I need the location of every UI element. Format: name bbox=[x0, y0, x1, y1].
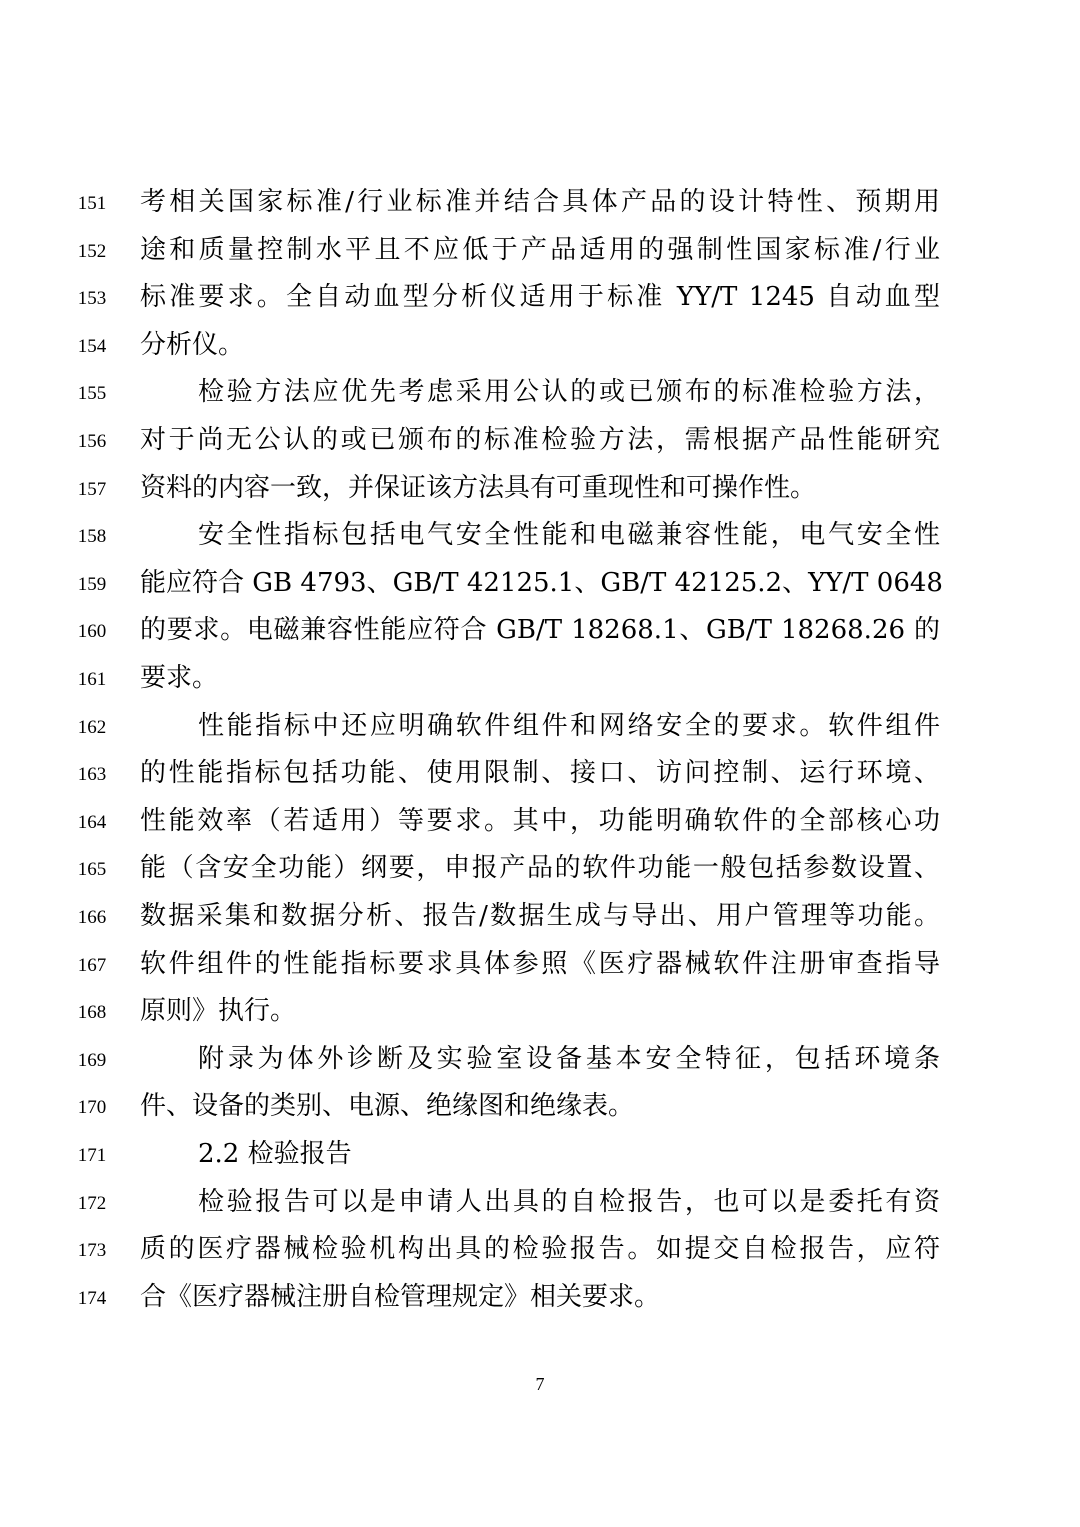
line-text: 对于尚无公认的或已颁布的标准检验方法，需根据产品性能研究 bbox=[140, 425, 940, 455]
text-line bbox=[0, 275, 1080, 323]
line-number: 155 bbox=[77, 383, 107, 405]
line-text: 检验报告可以是申请人出具的自检报告，也可以是委托有资 bbox=[198, 1186, 940, 1217]
line-text: 原则》执行。 bbox=[140, 996, 297, 1027]
line-text: 件、设备的类别、电源、绝缘图和绝缘表。 bbox=[140, 1091, 635, 1122]
line-number: 165 bbox=[77, 859, 107, 881]
line-text: 考相关国家标准/行业标准并结合具体产品的设计特性、预期用 bbox=[140, 187, 940, 217]
text-line bbox=[0, 418, 1080, 466]
line-number: 174 bbox=[77, 1287, 107, 1309]
text-line bbox=[0, 799, 1080, 847]
line-text: 质的医疗器械检验机构出具的检验报告。如提交自检报告，应符 bbox=[140, 1234, 940, 1265]
line-number: 153 bbox=[77, 288, 107, 310]
text-line bbox=[0, 1227, 1080, 1275]
line-text: 途和质量控制水平且不应低于产品适用的强制性国家标准/行业 bbox=[140, 234, 940, 265]
text-line bbox=[0, 989, 1080, 1037]
text-line bbox=[0, 894, 1080, 942]
line-number: 154 bbox=[77, 335, 107, 357]
line-number: 162 bbox=[77, 716, 107, 738]
text-line bbox=[0, 704, 1080, 752]
line-text: 性能效率（若适用）等要求。其中，功能明确软件的全部核心功 bbox=[140, 805, 940, 836]
line-number: 160 bbox=[77, 621, 107, 643]
line-text: 的要求。电磁兼容性能应符合 GB/T 18268.1、GB/T 18268.26 的 bbox=[140, 615, 940, 646]
line-number: 163 bbox=[77, 764, 107, 786]
text-line bbox=[0, 1132, 1080, 1180]
line-number: 152 bbox=[77, 240, 107, 262]
line-number: 159 bbox=[77, 573, 107, 595]
line-text: 软件组件的性能指标要求具体参照《医疗器械软件注册审查指导 bbox=[140, 948, 940, 979]
line-text: 2.2 检验报告 bbox=[198, 1139, 352, 1169]
text-line bbox=[0, 751, 1080, 799]
line-number: 157 bbox=[77, 478, 107, 500]
line-number: 167 bbox=[77, 954, 107, 976]
line-text: 合《医疗器械注册自检管理规定》相关要求。 bbox=[140, 1281, 661, 1312]
text-line bbox=[0, 1275, 1080, 1323]
text-line bbox=[0, 1037, 1080, 1085]
line-number: 172 bbox=[77, 1192, 107, 1214]
line-number: 166 bbox=[77, 907, 107, 928]
line-text: 检验方法应优先考虑采用公认的或已颁布的标准检验方法， bbox=[198, 377, 940, 408]
line-number: 173 bbox=[77, 1240, 107, 1262]
line-text: 数据采集和数据分析、报告/数据生成与导出、用户管理等功能。 bbox=[140, 901, 940, 931]
line-text: 安全性指标包括电气安全性能和电磁兼容性能，电气安全性 bbox=[198, 520, 940, 551]
line-number: 168 bbox=[77, 1002, 107, 1024]
line-text: 性能指标中还应明确软件组件和网络安全的要求。软件组件 bbox=[198, 710, 940, 741]
text-line bbox=[0, 1084, 1080, 1132]
text-line bbox=[0, 466, 1080, 514]
line-number: 158 bbox=[77, 526, 107, 548]
line-text: 分析仪。 bbox=[140, 329, 245, 360]
text-line bbox=[0, 1180, 1080, 1228]
line-text: 资料的内容一致，并保证该方法具有可重现性和可操作性。 bbox=[140, 472, 817, 503]
text-line bbox=[0, 608, 1080, 656]
line-text: 能（含安全功能）纲要，申报产品的软件功能一般包括参数设置、 bbox=[140, 853, 940, 884]
line-number: 171 bbox=[77, 1145, 107, 1166]
line-number: 170 bbox=[77, 1097, 107, 1119]
line-text: 要求。 bbox=[140, 663, 219, 693]
line-number: 169 bbox=[77, 1049, 107, 1071]
text-line bbox=[0, 513, 1080, 561]
text-line bbox=[0, 846, 1080, 894]
line-number: 156 bbox=[77, 431, 107, 452]
line-number: 164 bbox=[77, 811, 107, 833]
line-text: 标准要求。全自动血型分析仪适用于标准 YY/T 1245 自动血型 bbox=[140, 282, 940, 313]
line-text: 的性能指标包括功能、使用限制、接口、访问控制、运行环境、 bbox=[140, 758, 940, 789]
line-text: 附录为体外诊断及实验室设备基本安全特征，包括环境条 bbox=[198, 1043, 940, 1074]
line-text: 能应符合 GB 4793、GB/T 42125.1、GB/T 42125.2、YY/T 0648 bbox=[140, 567, 943, 598]
text-line bbox=[0, 228, 1080, 276]
text-line bbox=[0, 323, 1080, 371]
text-line bbox=[0, 656, 1080, 704]
text-line bbox=[0, 180, 1080, 228]
page-number: 7 bbox=[535, 1374, 545, 1394]
text-line bbox=[0, 370, 1080, 418]
text-line bbox=[0, 942, 1080, 990]
line-number: 161 bbox=[77, 669, 107, 690]
text-line bbox=[0, 561, 1080, 609]
line-number: 151 bbox=[77, 193, 107, 214]
